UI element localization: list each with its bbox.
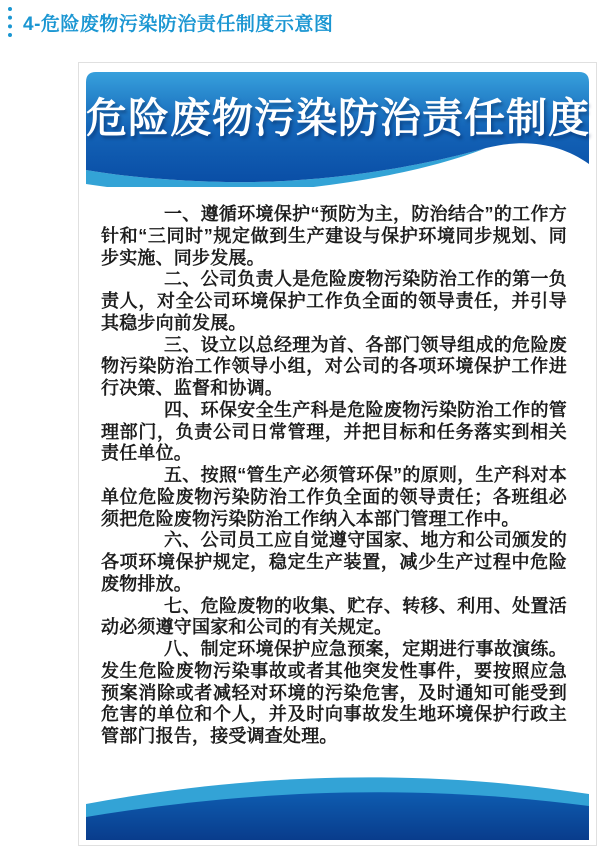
policy-paragraph-8: 八、制定环境保护应急预案，定期进行事故演练。发生危险废物污染事故或者其他突发性事件，要按照应急预案消除或者减轻对环境的污染危害，及时通知可能受到危害的单位和个人，并及时向事故发生地环境保护行政主管部门报告，接受调查处理。 (101, 639, 567, 746)
page-heading-text: 4-危险废物污染防治责任制度示意图 (23, 13, 334, 35)
heading-accent-marker (8, 7, 12, 37)
policy-paragraph-7: 七、危险废物的收集、贮存、转移、利用、处置活动必须遵守国家和公司的有关规定。 (101, 595, 567, 638)
policy-paragraph-5: 五、按照“管生产必须管环保”的原则，生产科对本单位危险废物污染防治工作负全面的领导责任；各班组必须把危险废物污染防治工作纳入本部门管理工作中。 (101, 465, 567, 529)
policy-paragraph-2: 二、公司负责人是危险废物污染防治工作的第一负责人，对全公司环境保护工作负全面的领导责任，并引导其稳步向前发展。 (101, 269, 567, 333)
footer-wave-graphic (86, 770, 589, 840)
policy-paragraph-3: 三、设立以总经理为首、各部门领导组成的危险废物污染防治工作领导小组，对公司的各项环境保护工作进行决策、监督和协调。 (101, 334, 567, 398)
policy-paragraph-4: 四、环保安全生产科是危险废物污染防治工作的管理部门，负责公司日常管理，并把目标和任务落实到相关责任单位。 (101, 399, 567, 464)
poster-title: 危险废物污染防治责任制度 (86, 95, 590, 141)
policy-paragraph-1: 一、遵循环境保护“预防为主，防治结合”的工作方针和“三同时”规定做到生产建设与保护环境同步规划、同步实施、同步发展。 (101, 204, 567, 268)
poster-banner (86, 72, 589, 187)
poster-footer-wave (86, 770, 589, 840)
page-heading (8, 7, 333, 37)
policy-paragraph-6: 六、公司员工应自觉遵守国家、地方和公司颁发的各项环境保护规定，稳定生产装置，减少生产过程中危险废物排放。 (101, 530, 567, 594)
poster (78, 62, 597, 846)
policy-body (79, 204, 596, 748)
